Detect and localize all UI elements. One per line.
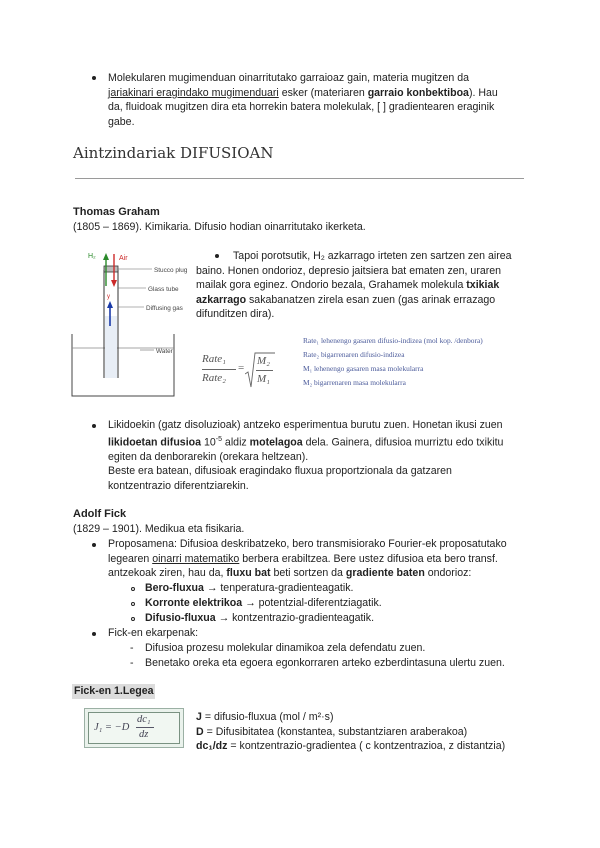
level-arrow-head [107,301,113,308]
sub-item-current: Korronte elektrikoa → potentzial-diferentziagatik. [145,597,382,609]
formula-legend [303,334,533,390]
graham-formula [202,350,274,390]
contrib-item: Benetako oreka eta egoera egonkorraren arteko ezberdintasuna ulertu zuen. [145,657,505,669]
y-label: y [107,294,110,300]
graham-line-4: azkarrago sakabanatzen zirela esan zuen (gas arinak errazago [196,293,496,306]
law-num: dc₁ [137,714,151,725]
formula-rate2: Rate₂ [202,372,226,384]
graham-diffusion-diagram [70,248,194,402]
proposal-line-1: Proposamena: Difusioa deskribatzeko, bero transmisiorako Fourier-ek proposatutako [108,538,507,550]
fick-heading: Adolf Fick [73,508,127,520]
proposal-line-2: legearen oinarri matematiko berbera erabiltzea. Bere ustez difusioa eta bero transf. [108,552,498,565]
intro-line-4: gabe. [108,115,135,128]
sub-bullet-marker [131,602,135,606]
diffusing-label: Diffusing gas [146,305,183,312]
formula-rate1: Rate₁ [202,353,226,365]
intro-line-1: Molekularen mugimenduan oinarritutako garraioaz gain, materia mugitzen da [108,72,469,84]
water-in-tube [105,316,117,378]
sub-bullet-marker [131,617,135,621]
dash-marker: - [130,657,134,669]
intro-line-2: jariakinari eragindako mugimenduari esker (materiaren garraio konbektiboa). Hau [108,86,498,99]
legend-line: Rate₁ lehenengo gasaren difusio-indizea (mol kop. /denbora) [303,336,483,345]
h2-label: H₂ [88,253,96,260]
sub-bullet-marker [131,587,135,591]
graham-dates: (1805 – 1869). Kimikaria. Difusio hodian oinarritutako ikerketa. [73,221,366,233]
liquids-line-1: Likidoekin (gatz disoluzioak) antzeko esperimentua burutu zuen. Honetan ikusi zuen [108,419,503,431]
fick-dates: (1829 – 1901). Medikua eta fisikaria. [73,523,245,535]
law-den: dz [139,729,149,740]
sub-item-diffusion: Difusio-fluxua → kontzentrazio-gradienteagatik. [145,612,375,624]
graham-liquids-paragraph [108,418,538,494]
graham-line-5: difunditzen dira). [196,308,275,321]
intro-line-3: da, fluidoak mugitzen dira eta horrekin batera molekulak, [ ] gradientearen eraginik [108,101,495,114]
graham-heading: Thomas Graham [73,206,160,218]
formula-inner-bar [256,370,273,371]
liquids-line-5: kontzentrazio diferentziarekin. [108,479,249,492]
air-arrow-head [111,280,117,287]
law-formula-box [84,708,184,748]
h2-arrow-head [103,253,109,260]
air-label: Air [119,255,128,262]
law-definitions [196,710,536,754]
legend-line: M₂ bigarrenaren masa molekularra [303,378,406,387]
section-divider [75,178,524,179]
liquids-line-4: Beste era batean, difusioak eragindako fluxua proportzionala da gatzaren [108,465,452,478]
formula-m1: M₁ [257,373,270,385]
proposal-line-3: antzekoak ziren, hau da, fluxu bat beti sortzen da gradiente baten ondorioz: [108,567,472,580]
def-line: J = difusio-fluxua (mol / m²·s) [196,711,334,723]
bullet-marker [92,424,96,428]
sub-item-heat: Bero-fluxua → tenperatura-gradienteagatik. [145,582,354,594]
law-formula-inner [88,712,180,744]
graham-line-3: mailak gora eginez. Ondorio bezala, Grahamek molekula txikiak [196,279,500,292]
glass-label: Glass tube [148,286,179,293]
law-lhs: J₁ = −D [94,722,130,733]
intro-paragraph [108,71,538,129]
graham-line-1: Tapoi porotsutik, H₂ azkarrago irteten zen sartzen zen airea [233,250,512,262]
section-title: Aintzindariak DIFUSIOAN [73,144,274,162]
stucco-label: Stucco plug [154,267,188,274]
graham-line-2: baino. Honen ondorioz, depresio jaitsiera bat ematen zen, uraren [196,264,502,277]
liquids-line-2: likidoetan difusioa $10^{-5}$ aldiz motelagoa dela. Gainera, difusioa murriztu edo txikitu [108,435,504,449]
contrib-label: Fick-en ekarpenak: [108,627,199,639]
liquids-line-3: egiten da denborarekin (orekara heltzean). [108,450,309,463]
def-line: D = Difusibitatea (konstantea, substantziaren araberakoa) [196,725,468,738]
dash-marker: - [130,642,134,654]
legend-line: M₁ lehenengo gasaren masa molekularra [303,364,424,373]
graham-paragraph [196,249,536,322]
bullet-marker [92,76,96,80]
fick-proposal [108,537,538,581]
formula-fraction-bar [202,369,236,370]
contrib-item: Difusioa prozesu molekular dinamikoa zela defendatu zuen. [145,642,426,654]
bullet-marker [92,632,96,636]
law-title: Fick-en 1.Legea [74,685,154,697]
formula-equals: = [238,362,245,374]
legend-line: Rate₂ bigarrenaren difusio-indizea [303,350,405,359]
def-line: dc₁/dz = kontzentrazio-gradientea ( c kontzentrazioa, z distantzia) [196,740,506,753]
beaker [72,334,174,396]
bullet-marker [92,543,96,547]
water-label: Water [156,348,173,355]
formula-m2: M₂ [257,355,270,367]
